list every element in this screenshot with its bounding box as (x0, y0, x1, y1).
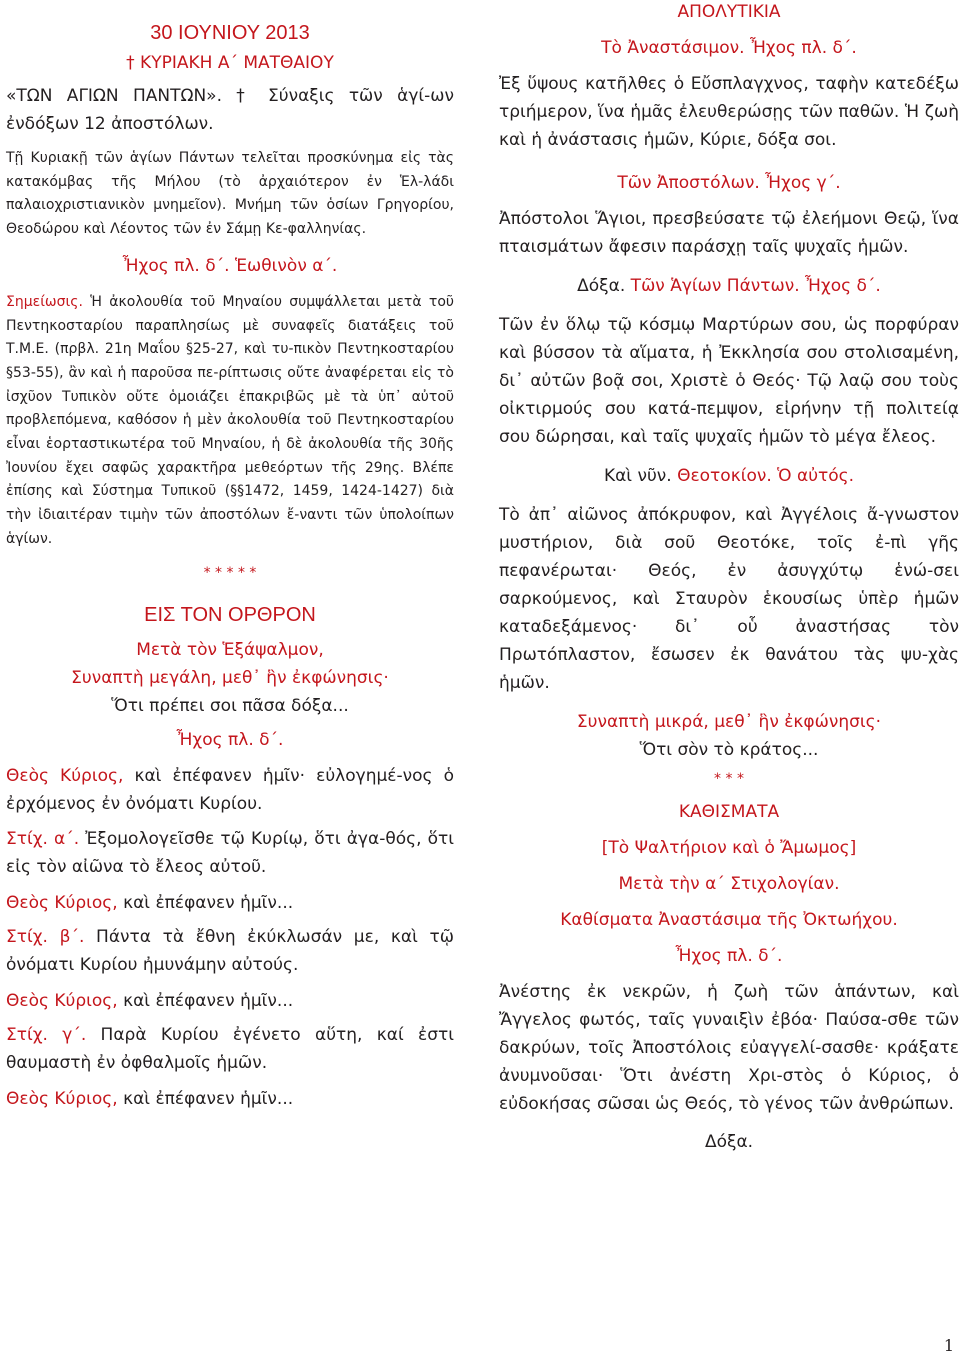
kathismata-anastasima-heading: Καθίσματα Ἀναστάσιμα τῆς Ὀκτωήχου. (560, 910, 898, 930)
kai-nyn-heading (499, 462, 959, 490)
note-paragraph: Τῇ Κυριακῇ τῶν ἁγίων Πάντων τελεῖται προσκύνημα εἰς τὰς κατακόμβας τῆς Μήλου (τὸ ἀρχαιότερον ἐν Ἑλ-λάδι παλαιοχριστιανικὸν μνημεῖον). Μνήμη τῶν ὁσίων Γρηγορίου, Θεοδώρου καὶ Λέοντος τῶν ἐν Σάμῃ Κε-φαλληνίας. (6, 150, 454, 238)
theos-kyrios-verse (6, 762, 454, 818)
refrain-2 (6, 987, 454, 1015)
orthros-heading: ΕΙΣ ΤΟΝ ΟΡΘΡΟΝ (144, 603, 316, 626)
apostolon-text: Ἀπόστολοι Ἅγιοι, πρεσβεύσατε τῷ ἐλεήμονι Θεῷ, ἵνα πταισμάτων ἄφεσιν παράσχῃ ταῖς ψυχαῖς ἡμῶν. (499, 209, 959, 257)
panton-text: Τῶν ἐν ὅλῳ τῷ κόσμῳ Μαρτύρων σου, ὡς πορφύραν καὶ βύσσον τὰ αἵματα, ἡ Ἐκκλησία σου στολισαμένη, δι᾿ αὐτῶν βοᾷ σοι, Χριστὲ ὁ Θεός· Τῷ λαῷ σου τοὺς οἰκτιρμούς σου κατά-πεμψον, εἰρήνην τῇ πολιτείᾳ σου δώρησαι, καὶ ταῖς ψυχαῖς ἡμῶν τὸ μέγα ἔλεος. (499, 315, 959, 447)
tone-heading-2: Ἦχος πλ. δ΄. (176, 729, 284, 750)
refrain-3 (6, 1085, 454, 1113)
doxa-label: Δόξα. (577, 276, 626, 296)
refrain-3-red: Θεὸς Κύριος, (6, 1088, 118, 1109)
psaltirion-heading: [Τὸ Ψαλτήριον καὶ ὁ Ἄμωμος] (601, 838, 857, 858)
stichos-c (6, 1021, 454, 1077)
kathisma-text: Ἀνέστης ἐκ νεκρῶν, ἡ ζωὴ τῶν ἁπάντων, καὶ Ἄγγελος φωτός, ταῖς γυναιξὶν ἐβόα· Παύσα-σθε τῶν δακρύων, τοῖς Ἀποστόλοις εὐαγγελί-σασθε· κράξατε ἀνυμνοῦσαι· Ὅτι ἀνέστη Χρι-στὸς ὁ Κύριος, ὁ εὐδοκήσας σῶσαι ὡς Θεός, τὸ γένος τῶν ἀνθρώπων. (499, 982, 959, 1114)
stichos-b-label: Στίχ. β΄. (6, 926, 85, 947)
kathismata-heading: ΚΑΘΙΣΜΑΤΑ (678, 802, 780, 822)
left-column (6, 0, 454, 1113)
sunday-heading: † ΚΥΡΙΑΚΗ Α΄ ΜΑΤΘΑΙΟΥ (126, 53, 334, 73)
doxa-heading (499, 272, 959, 300)
apostolon-heading: Τῶν Ἀποστόλων. Ἦχος γ΄. (617, 173, 841, 193)
kai-nyn-label: Καὶ νῦν. (603, 466, 672, 486)
doxa-title: Τῶν Ἁγίων Πάντων. Ἦχος δ΄. (625, 276, 881, 296)
stichos-a-label: Στίχ. α΄. (6, 828, 80, 849)
stichos-c-label: Στίχ. γ΄. (6, 1024, 87, 1045)
remark-label: Σημείωσις. (6, 293, 83, 310)
stichos-a-text: Ἐξομολογεῖσθε τῷ Κυρίῳ, ὅτι ἀγα-θός, ὅτι εἰς τὸν αἰῶνα τὸ ἔλεος αὐτοῦ. (6, 828, 455, 877)
synapti-heading: Συναπτὴ μεγάλη, μεθ᾿ ἣν ἐκφώνησις· (71, 667, 389, 688)
theotokion-text: Τὸ ἀπ᾿ αἰῶνος ἀπόκρυφον, καὶ Ἀγγέλοις ἄ-γνωστον μυστήριον, διὰ σοῦ Θεοτόκε, τοῖς ἐ-πὶ γῆς πεφανέρωται· Θεός, ἐν ἀσυγχύτῳ ἑνώ-σει σαρκούμενος, καὶ Σταυρὸν ἑκουσίως ὑπὲρ ἡμῶν καταδεξάμενος· δι᾿ οὗ ἀναστήσας τὸν Πρωτόπλαστον, ἔσωσεν ἐκ θανάτου τὰς ψυ-χὰς ἡμῶν. (499, 505, 959, 693)
remark-paragraph (6, 291, 454, 552)
feast-paragraph: «ΤΩΝ ΑΓΙΩΝ ΠΑΝΤΩΝ». † Σύναξις τῶν ἁγί-ων ἐνδόξων 12 ἀποστόλων. (6, 86, 454, 134)
date-heading: 30 ΙΟΥΝΙΟΥ 2013 (150, 22, 310, 44)
ekfonisis: Ὅτι πρέπει σοι πᾶσα δόξα... (111, 695, 349, 716)
meta-a-heading: Μετὰ τὴν α΄ Στιχολογίαν. (618, 874, 840, 894)
refrain-1-text: καὶ ἐπέφανεν ἡμῖν... (117, 892, 294, 913)
refrain-1 (6, 889, 454, 917)
synapti-mikra-heading: Συναπτὴ μικρά, μεθ᾿ ἣν ἐκφώνησις· (576, 712, 882, 732)
apolytikia-heading: ΑΠΟΛΥΤΙΚΙΑ (677, 2, 781, 22)
anastasimon-heading: Τὸ Ἀναστάσιμον. Ἦχος πλ. δ΄. (601, 38, 857, 58)
remark-text: Ἡ ἀκολουθία τοῦ Μηναίου συμψάλλεται μετὰ τοῦ Πεντηκοσταρίου παραπλησίως μὲ συναφεῖς διατάξεις τοῦ Τ.Μ.Ε. (πρβλ. 21η Μαΐου §25-27, καὶ τυ-πικὸν Πεντηκοσταρίου §53-55), ἂν καὶ ἡ παροῦσα πε-ρίπτωσις οὔτε ἀναφέρεται εἰς τὸ ἰσχῦον Τυπικὸν οὔτε ὁμοιάζει ἐπακριβῶς μὲ τὰ ὑπ᾿ αὐτοῦ προβλεπόμενα, καθόσον ἡ μὲν ἀκολουθία τοῦ Πεντηκοσταρίου εἶναι ἑορταστικωτέρα τοῦ Μηναίου, ἡ δὲ ἀκολουθία τῆς 30ῆς Ἰουνίου ἔχει σαφῶς χαρακτῆρα μεθεόρτων τῆς 29ης. Βλέπε ἐπίσης καὶ Σύστημα Τυπικοῦ (§§1472, 1459, 1424-1427) διὰ τὴν ἰδιαιτέραν τιμὴν τῶν ἀποστόλων ἔ-ναντι τῶν ὑπολοίπων ἁγίων. (6, 293, 455, 547)
theotokion-title: Θεοτοκίον. Ὁ αὐτός. (671, 466, 855, 486)
refrain-1-red: Θεὸς Κύριος, (6, 892, 118, 913)
right-column (499, 0, 959, 1156)
stars-divider-2: * * * (714, 771, 744, 787)
refrain-2-text: καὶ ἐπέφανεν ἡμῖν... (117, 990, 294, 1011)
theos-kyrios-red: Θεὸς Κύριος, (6, 765, 124, 786)
ekfonisis-2: Ὅτι σὸν τὸ κράτος... (639, 740, 819, 760)
stichos-c-text: Παρὰ Κυρίου ἐγένετο αὕτη, καί ἐστι θαυμαστὴ ἐν ὀφθαλμοῖς ἡμῶν. (6, 1024, 454, 1073)
stichos-a (6, 825, 454, 881)
stichos-b-text: Πάντα τὰ ἔθνη ἐκύκλωσάν με, καὶ τῷ ὀνόματι Κυρίου ἠμυνάμην αὐτούς. (6, 926, 455, 975)
refrain-2-red: Θεὸς Κύριος, (6, 990, 118, 1011)
stars-divider: * * * * * (203, 564, 257, 581)
anastasimon-text: Ἐξ ὕψους κατῆλθες ὁ Εὔσπλαγχνος, ταφὴν κατεδέξω τριήμερον, ἵνα ἡμᾶς ἐλευθερώσῃς τῶν παθῶν. Ἡ ζωὴ καὶ ἡ ἀνάστασις ἡμῶν, Κύριε, δόξα σοι. (499, 74, 959, 150)
refrain-3-text: καὶ ἐπέφανεν ἡμῖν... (117, 1088, 294, 1109)
doxa-end: Δόξα. (704, 1132, 754, 1152)
page-number: 1 (943, 1336, 954, 1355)
theos-kyrios-text: καὶ ἐπέφανεν ἡμῖν· εὐλογημέ-νος ὁ ἐρχόμενος ἐν ὀνόματι Κυρίου. (6, 765, 454, 814)
tone-heading: Ἦχος πλ. δ΄. Ἑωθινὸν α΄. (122, 255, 338, 276)
tone-heading-right: Ἦχος πλ. δ΄. (675, 946, 783, 966)
after-hexapsalm: Μετὰ τὸν Ἑξάψαλμον, (136, 639, 324, 660)
stichos-b (6, 923, 454, 979)
